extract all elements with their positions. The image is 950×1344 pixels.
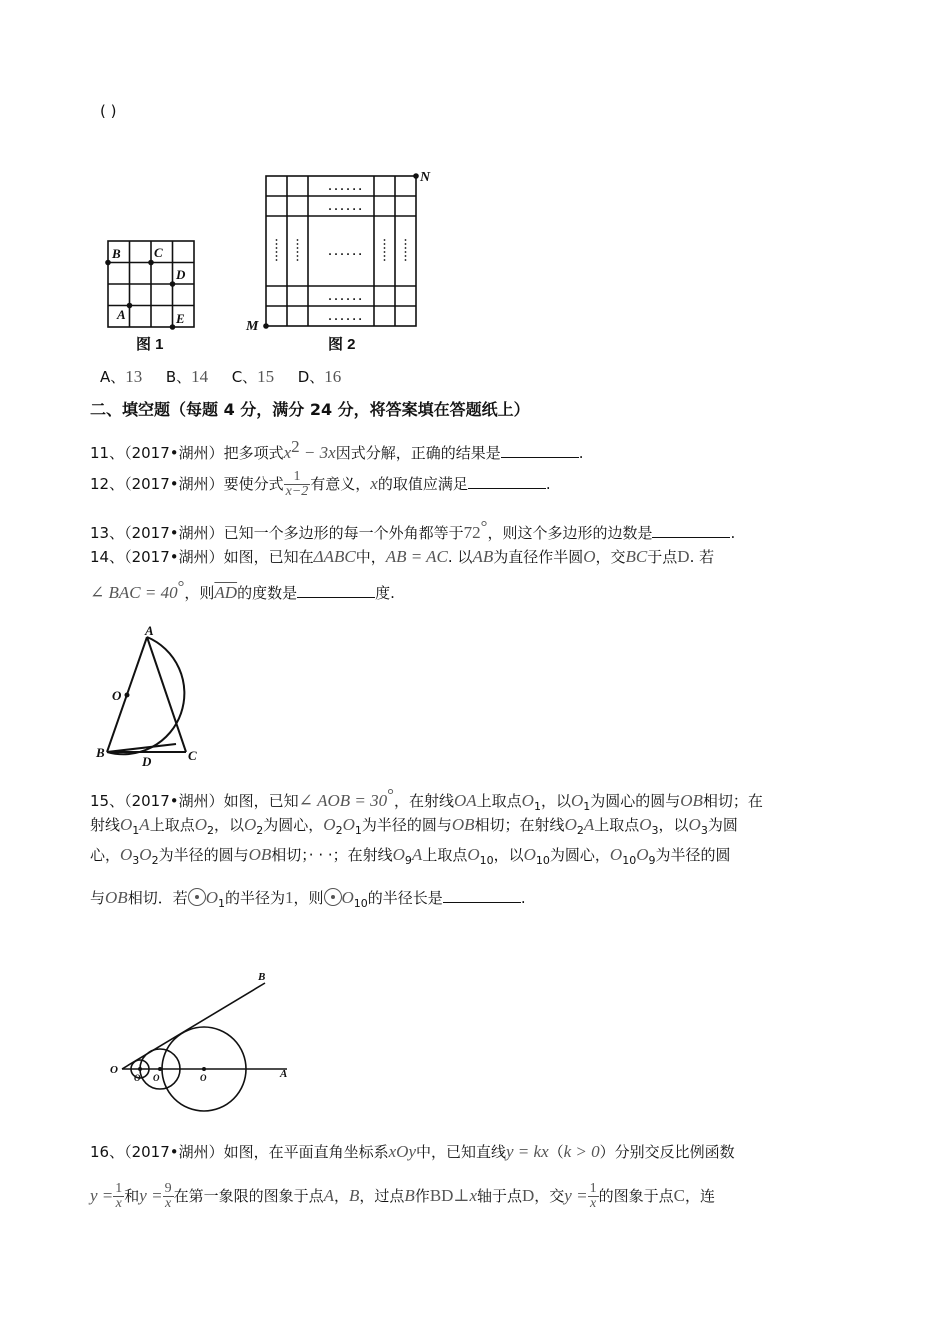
question-15-line-2: 射线$O_1A$上取点$O_2$，以$O_2$为圆心，$O_2O_1$为半径的圆与OB相切；在射线$O_2A$上取点$O_3$，以$O_3$为圆 xyxy=(90,815,738,837)
fig15-label-o1: O xyxy=(134,1073,141,1083)
point-d-dot xyxy=(170,281,176,287)
center-o3-dot xyxy=(202,1067,206,1071)
fig1-label-e: E xyxy=(176,311,185,326)
point-e-dot xyxy=(170,324,176,330)
center-o-dot xyxy=(125,693,130,698)
answer-blank-12[interactable] xyxy=(468,474,546,489)
grid-figures xyxy=(100,165,440,360)
dots-row-4: ...... xyxy=(327,292,364,303)
fig14-label-b: B xyxy=(96,745,105,760)
option-c-value: 15 xyxy=(257,367,275,386)
side-ac xyxy=(147,637,186,752)
option-a-value: 13 xyxy=(125,367,143,386)
point-a-dot xyxy=(127,303,133,309)
figure-15 xyxy=(100,965,300,1115)
fig14-label-a: A xyxy=(145,625,154,638)
question-11: 11、（2017•湖州）把多项式$x^2 - 3x$因式分解，正确的结果是 . xyxy=(90,437,584,462)
answer-blank-15[interactable] xyxy=(443,888,521,903)
question-12: 12、（2017•湖州）要使分式 $\frac{1}{x-2}$ 有意义，x的取值应满足 . xyxy=(90,469,551,499)
answer-blank-13[interactable] xyxy=(652,523,730,538)
fig1-label-a: A xyxy=(117,307,126,322)
question-16-line-1: 16、（2017•湖州）如图，在平面直角坐标系xOy中，已知直线y = kx（k > 0）分别交反比例函数 xyxy=(90,1142,735,1161)
fig14-label-c: C xyxy=(188,748,197,763)
option-c-label: C、 xyxy=(231,368,258,386)
dots-row-5: ...... xyxy=(327,312,364,323)
option-b-label: B、 xyxy=(165,368,192,386)
point-c-dot xyxy=(148,260,154,266)
fig1-caption: 图 1 xyxy=(136,336,164,353)
fig1-label-c: C xyxy=(154,245,163,260)
fig15-label-o: O xyxy=(110,1064,118,1076)
section-2-title: 二、填空题（每题 4 分，满分 24 分，将答案填在答题纸上） xyxy=(90,400,530,419)
question-14-line-2: ∠ BAC = 40°，则$\overline{AD}$的度数是 度. xyxy=(90,577,395,602)
center-o1-dot xyxy=(138,1067,142,1071)
fig15-label-o3: O xyxy=(200,1073,207,1083)
question-15-line-3: 心，$O_3O_2$为半径的圆与OB相切；· · ·；在射线$O_9A$上取点$O_{10}$，以$O_{10}$为圆心，$O_{10}O_9$为半径的圆 xyxy=(90,845,731,867)
question-14-line-1: 14、（2017•湖州）如图，已知在ΔABC中，AB = AC. 以AB为直径作半圆O，交BC于点D. 若 xyxy=(90,547,715,566)
circle-symbol xyxy=(188,888,206,906)
fig15-label-o2: O xyxy=(153,1073,160,1083)
option-d-label: D、 xyxy=(297,368,325,386)
circle-symbol xyxy=(324,888,342,906)
dots-row-2: ...... xyxy=(327,202,364,213)
fig1-label-d: D xyxy=(176,267,186,282)
fig15-label-a: A xyxy=(280,1068,288,1080)
figure-14 xyxy=(90,625,220,770)
fraction-q12: $\frac{1}{x-2}$ xyxy=(285,469,309,499)
fig2-caption: 图 2 xyxy=(328,336,356,353)
option-b-value: 14 xyxy=(191,367,209,386)
point-b-dot xyxy=(105,260,111,266)
answer-paren: ( ) xyxy=(100,102,117,120)
options-row xyxy=(100,367,341,387)
option-a-label: A、 xyxy=(100,368,126,386)
center-o2-dot xyxy=(158,1067,162,1071)
answer-blank-11[interactable] xyxy=(501,443,579,458)
question-15-line-1: 15、（2017•湖州）如图，已知∠ AOB = 30°，在射线OA上取点$O_1$，以$O_1$为圆心的圆与OB相切；在 xyxy=(90,785,763,813)
arc-ad: $\overline{AD}$ xyxy=(214,583,238,602)
fig2-label-m: M xyxy=(246,319,259,334)
question-15-line-4: 与OB相切．若 $O_1$的半径为1，则 $O_{10}$的半径长是 . xyxy=(90,888,526,910)
question-16-line-2: y = $\frac{1}{x}$ 和y = $\frac{9}{x}$ 在第一象限的图象于点A，B，过点B作BD⊥x轴于点D，交y = $\frac{1}{x}$ 的图象于点C，连 xyxy=(90,1181,715,1211)
point-m-dot xyxy=(263,323,269,329)
question-13: 13、（2017•湖州）已知一个多边形的每一个外角都等于72°，则这个多边形的边数是 . xyxy=(90,517,736,542)
fig14-label-d: D xyxy=(142,754,152,769)
dots-center: ...... xyxy=(327,247,364,258)
fig14-label-o: O xyxy=(112,688,122,703)
option-d-value: 16 xyxy=(324,367,342,386)
fig15-label-b: B xyxy=(258,971,266,983)
answer-blank-14[interactable] xyxy=(297,583,375,598)
dots-row-1: ...... xyxy=(327,182,364,193)
fig1-label-b: B xyxy=(112,246,121,261)
fig2-label-n: N xyxy=(420,170,431,185)
point-n-dot xyxy=(413,173,419,179)
